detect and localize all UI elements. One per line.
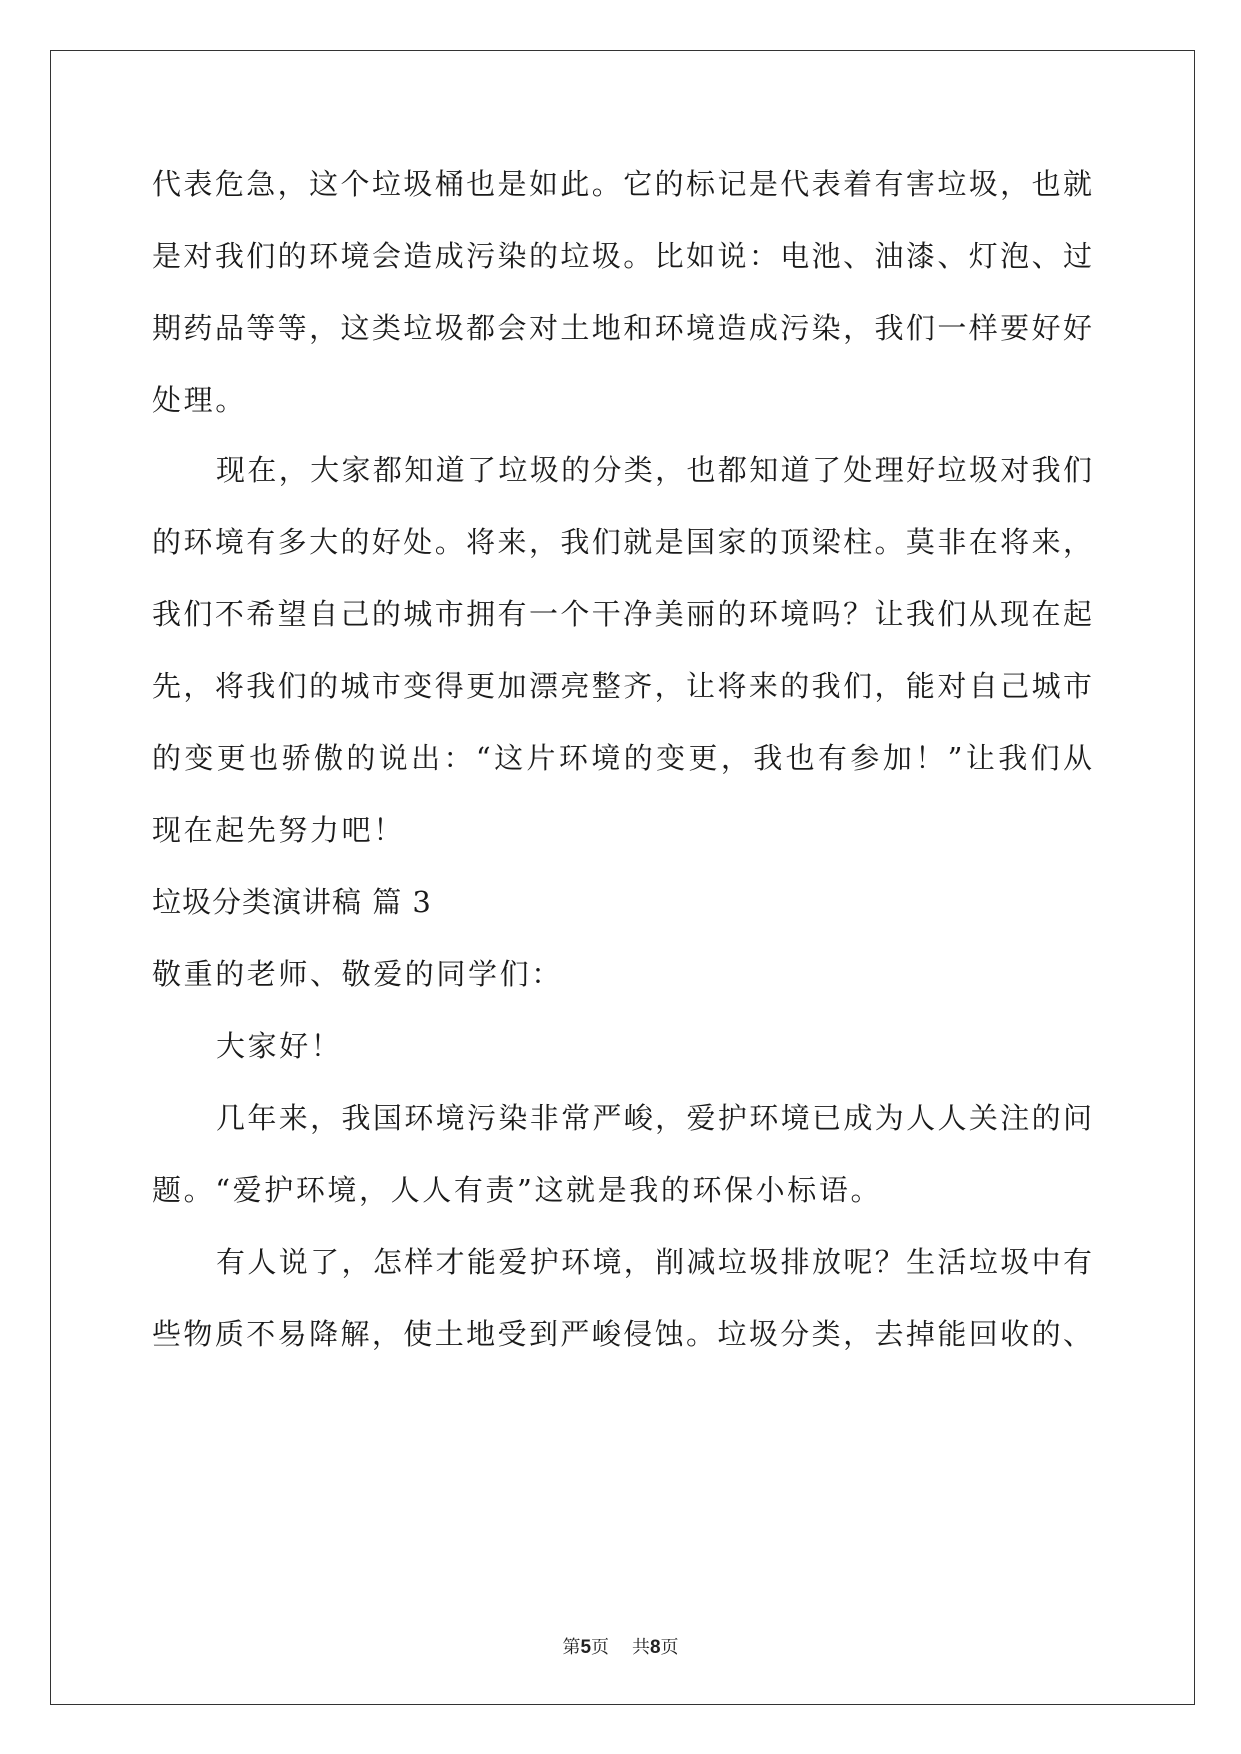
- text-line: 期药品等等，这类垃圾都会对土地和环境造成污染，我们一样要好好: [152, 311, 1092, 345]
- section-heading: 垃圾分类演讲稿 篇 3: [152, 885, 432, 919]
- paragraph-first-line: 现在，大家都知道了垃圾的分类，也都知道了处理好垃圾对我们: [216, 453, 1092, 487]
- greeting: 大家好！: [216, 1029, 343, 1063]
- text-line: 先，将我们的城市变得更加漂亮整齐，让将来的我们，能对自己城市: [152, 669, 1092, 703]
- total-pages: 8: [649, 1637, 661, 1658]
- text-line: 我们不希望自己的城市拥有一个干净美丽的环境吗？让我们从现在起: [152, 597, 1092, 631]
- paragraph-first-line: 几年来，我国环境污染非常严峻，爱护环境已成为人人关注的问: [216, 1101, 1092, 1135]
- page-footer: [0, 1636, 1241, 1660]
- page-label-suffix: 页: [591, 1637, 610, 1658]
- page-label-prefix: 第: [562, 1637, 581, 1658]
- paragraph-first-line: 有人说了，怎样才能爱护环境，削减垃圾排放呢？生活垃圾中有: [216, 1245, 1092, 1279]
- salutation: 敬重的老师、敬爱的同学们：: [152, 957, 563, 991]
- text-line: 题。“爱护环境，人人有责”这就是我的环保小标语。: [152, 1173, 883, 1207]
- text-line: 的环境有多大的好处。将来，我们就是国家的顶梁柱。莫非在将来，: [152, 525, 1092, 559]
- total-label-suffix: 页: [660, 1637, 679, 1658]
- text-line: 代表危急，这个垃圾桶也是如此。它的标记是代表着有害垃圾，也就: [152, 167, 1092, 201]
- text-line: 是对我们的环境会造成污染的垃圾。比如说：电池、油漆、灯泡、过: [152, 239, 1092, 273]
- text-line: 的变更也骄傲的说出：“这片环境的变更，我也有参加！”让我们从: [152, 741, 1092, 775]
- text-line: 些物质不易降解，使土地受到严峻侵蚀。垃圾分类，去掉能回收的、: [152, 1317, 1092, 1351]
- text-line: 处理。: [152, 383, 247, 417]
- total-label-prefix: 共: [631, 1637, 650, 1658]
- page-number: 5: [580, 1637, 592, 1658]
- text-line: 现在起先努力吧！: [152, 813, 405, 847]
